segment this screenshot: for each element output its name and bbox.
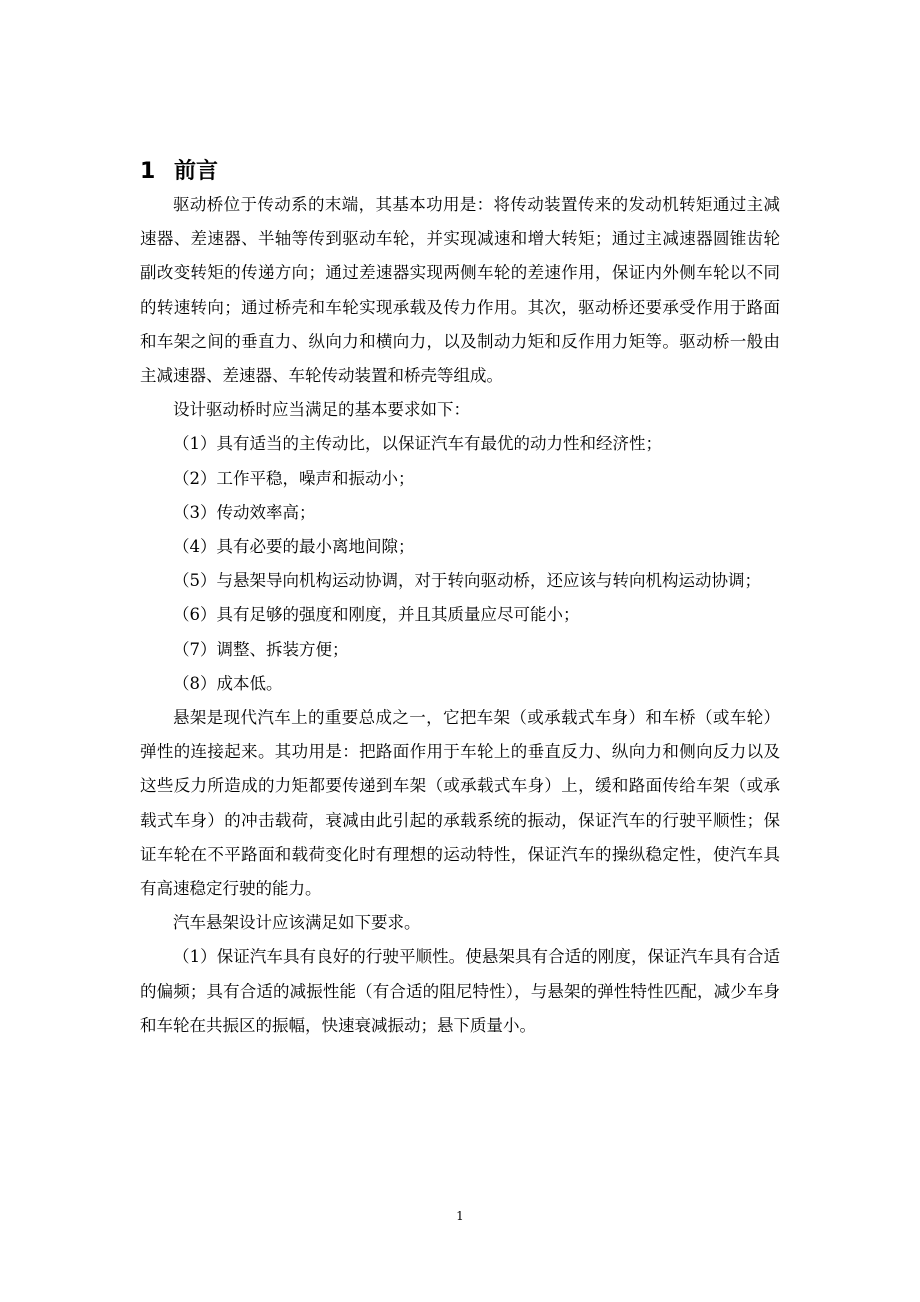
section-number: 1: [140, 159, 156, 184]
paragraph-drive-axle-requirements-intro: 设计驱动桥时应当满足的基本要求如下：: [173, 400, 470, 420]
body-text: [140, 188, 780, 1043]
paragraph-suspension-function: 悬架是现代汽车上的重要总成之一，它把车架（或承载式车身）和车桥（或车轮）弹性的连接起来。其功用是：把路面作用于车轮上的垂直反力、纵向力和侧向反力以及这些反力所造成的力矩都要传递到车架（或承载式车身）上，缓和路面传给车架（或承载式车身）的冲击载荷，衰减由此引起的承载系统的振动，保证汽车的行驶平顺性；保证车轮在不平路面和载荷变化时有理想的运动特性，保证汽车的操纵稳定性，使汽车具有高速稳定行驶的能力。: [140, 708, 780, 899]
section-heading: [140, 156, 218, 188]
list-item: （1）保证汽车具有良好的行驶平顺性。使悬架具有合适的刚度，保证汽车具有合适的偏频；具有合适的减振性能（有合适的阻尼特性），与悬架的弹性特性匹配，减少车身和车轮在共振区的振幅，快速衰减振动；悬下质量小。: [140, 947, 780, 1035]
paragraph-suspension-requirements-intro: 汽车悬架设计应该满足如下要求。: [173, 913, 421, 933]
list-item: （5）与悬架导向机构运动协调，对于转向驱动桥，还应该与转向机构运动协调；: [173, 571, 761, 591]
paragraph-drive-axle-function: 驱动桥位于传动系的末端，其基本功用是：将传动装置传来的发动机转矩通过主减速器、差速器、半轴等传到驱动车轮，并实现减速和增大转矩；通过主减速器圆锥齿轮副改变转矩的传递方向；通过差速器实现两侧车轮的差速作用，保证内外侧车轮以不同的转速转向；通过桥壳和车轮实现承载及传力作用。其次，驱动桥还要承受作用于路面和车架之间的垂直力、纵向力和横向力，以及制动力矩和反作用力矩等。驱动桥一般由主减速器、差速器、车轮传动装置和桥壳等组成。: [140, 195, 780, 386]
list-item: （4）具有必要的最小离地间隙；: [173, 537, 415, 557]
list-item: （7）调整、拆装方便；: [173, 639, 349, 659]
list-item: （3）传动效率高；: [173, 502, 316, 522]
list-item: （8）成本低。: [173, 673, 283, 693]
list-item: （1）具有适当的主传动比，以保证汽车有最优的动力性和经济性；: [173, 434, 662, 454]
section-title: 前言: [174, 159, 219, 184]
list-item: （2）工作平稳，噪声和振动小；: [173, 468, 415, 488]
list-item: （6）具有足够的强度和刚度，并且其质量应尽可能小；: [173, 605, 580, 625]
page-number: 1: [456, 1209, 464, 1223]
